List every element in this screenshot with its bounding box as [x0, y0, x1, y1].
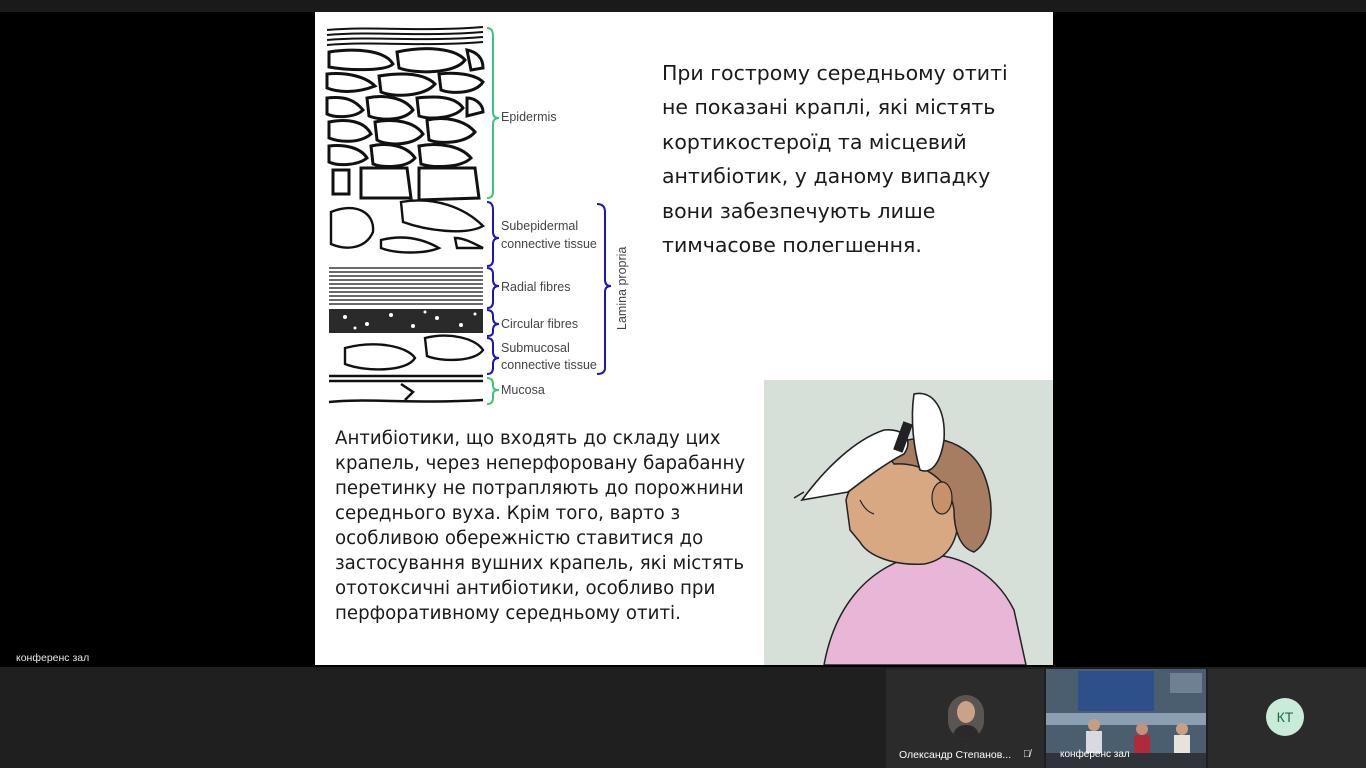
slide-text-bottom: Антибіотики, що входять до складу цих крапель, через неперфоровану барабанну перетинку не потрапляють до порожнини середнього вуха. Крім того, варто з особливою обережністю ставитися до застосування вушних крапель, які містять ототоксичні антибіотики, особливо при перфоративному середньому отиті. [335, 428, 746, 624]
presentation-slide [315, 12, 1053, 665]
participant-name: конференс зал [1060, 749, 1130, 760]
tympanic-membrane-diagram [315, 12, 645, 412]
ear-drops-illustration [764, 380, 1053, 665]
slide-text-top: При гострому середньому отиті не показані краплі, які містять кортикостероїд та місцевий антибіотик, у даному випадку вони забезпечують лише тимчасове полегшення. [662, 61, 1008, 258]
tympanic-layers-drawing [315, 12, 645, 412]
label-circular-fibres: Circular fibres [501, 317, 579, 331]
shared-screen-owner-label: конференс зал [16, 652, 90, 664]
label-mucosa: Mucosa [501, 383, 545, 397]
label-lamina-propria: Lamina propria [615, 246, 629, 330]
label-subepidermal-line2: connective tissue [501, 237, 597, 251]
participant-tile-oleksandr[interactable] [886, 669, 1044, 768]
participant-initials-avatar: КТ [1266, 698, 1304, 736]
participant-video-thumbnail [948, 695, 984, 739]
label-radial-fibres: Radial fibres [501, 280, 571, 294]
person-silhouette-icon [948, 695, 984, 739]
shared-screen-area [0, 12, 1366, 667]
mic-muted-icon: 🎙̸ [1023, 749, 1031, 760]
label-submucosal-line1: Submucosal [501, 341, 570, 355]
label-subepidermal-line1: Subepidermal [501, 219, 579, 233]
ear-drops-drawing [764, 380, 1053, 665]
participant-tile-kt[interactable] [1208, 669, 1366, 768]
label-submucosal-line2: connective tissue [501, 358, 597, 372]
participant-name: Олександр Степанов... [899, 749, 1012, 761]
participant-tile-conference-room[interactable] [1046, 669, 1206, 768]
label-epidermis: Epidermis [501, 110, 557, 124]
